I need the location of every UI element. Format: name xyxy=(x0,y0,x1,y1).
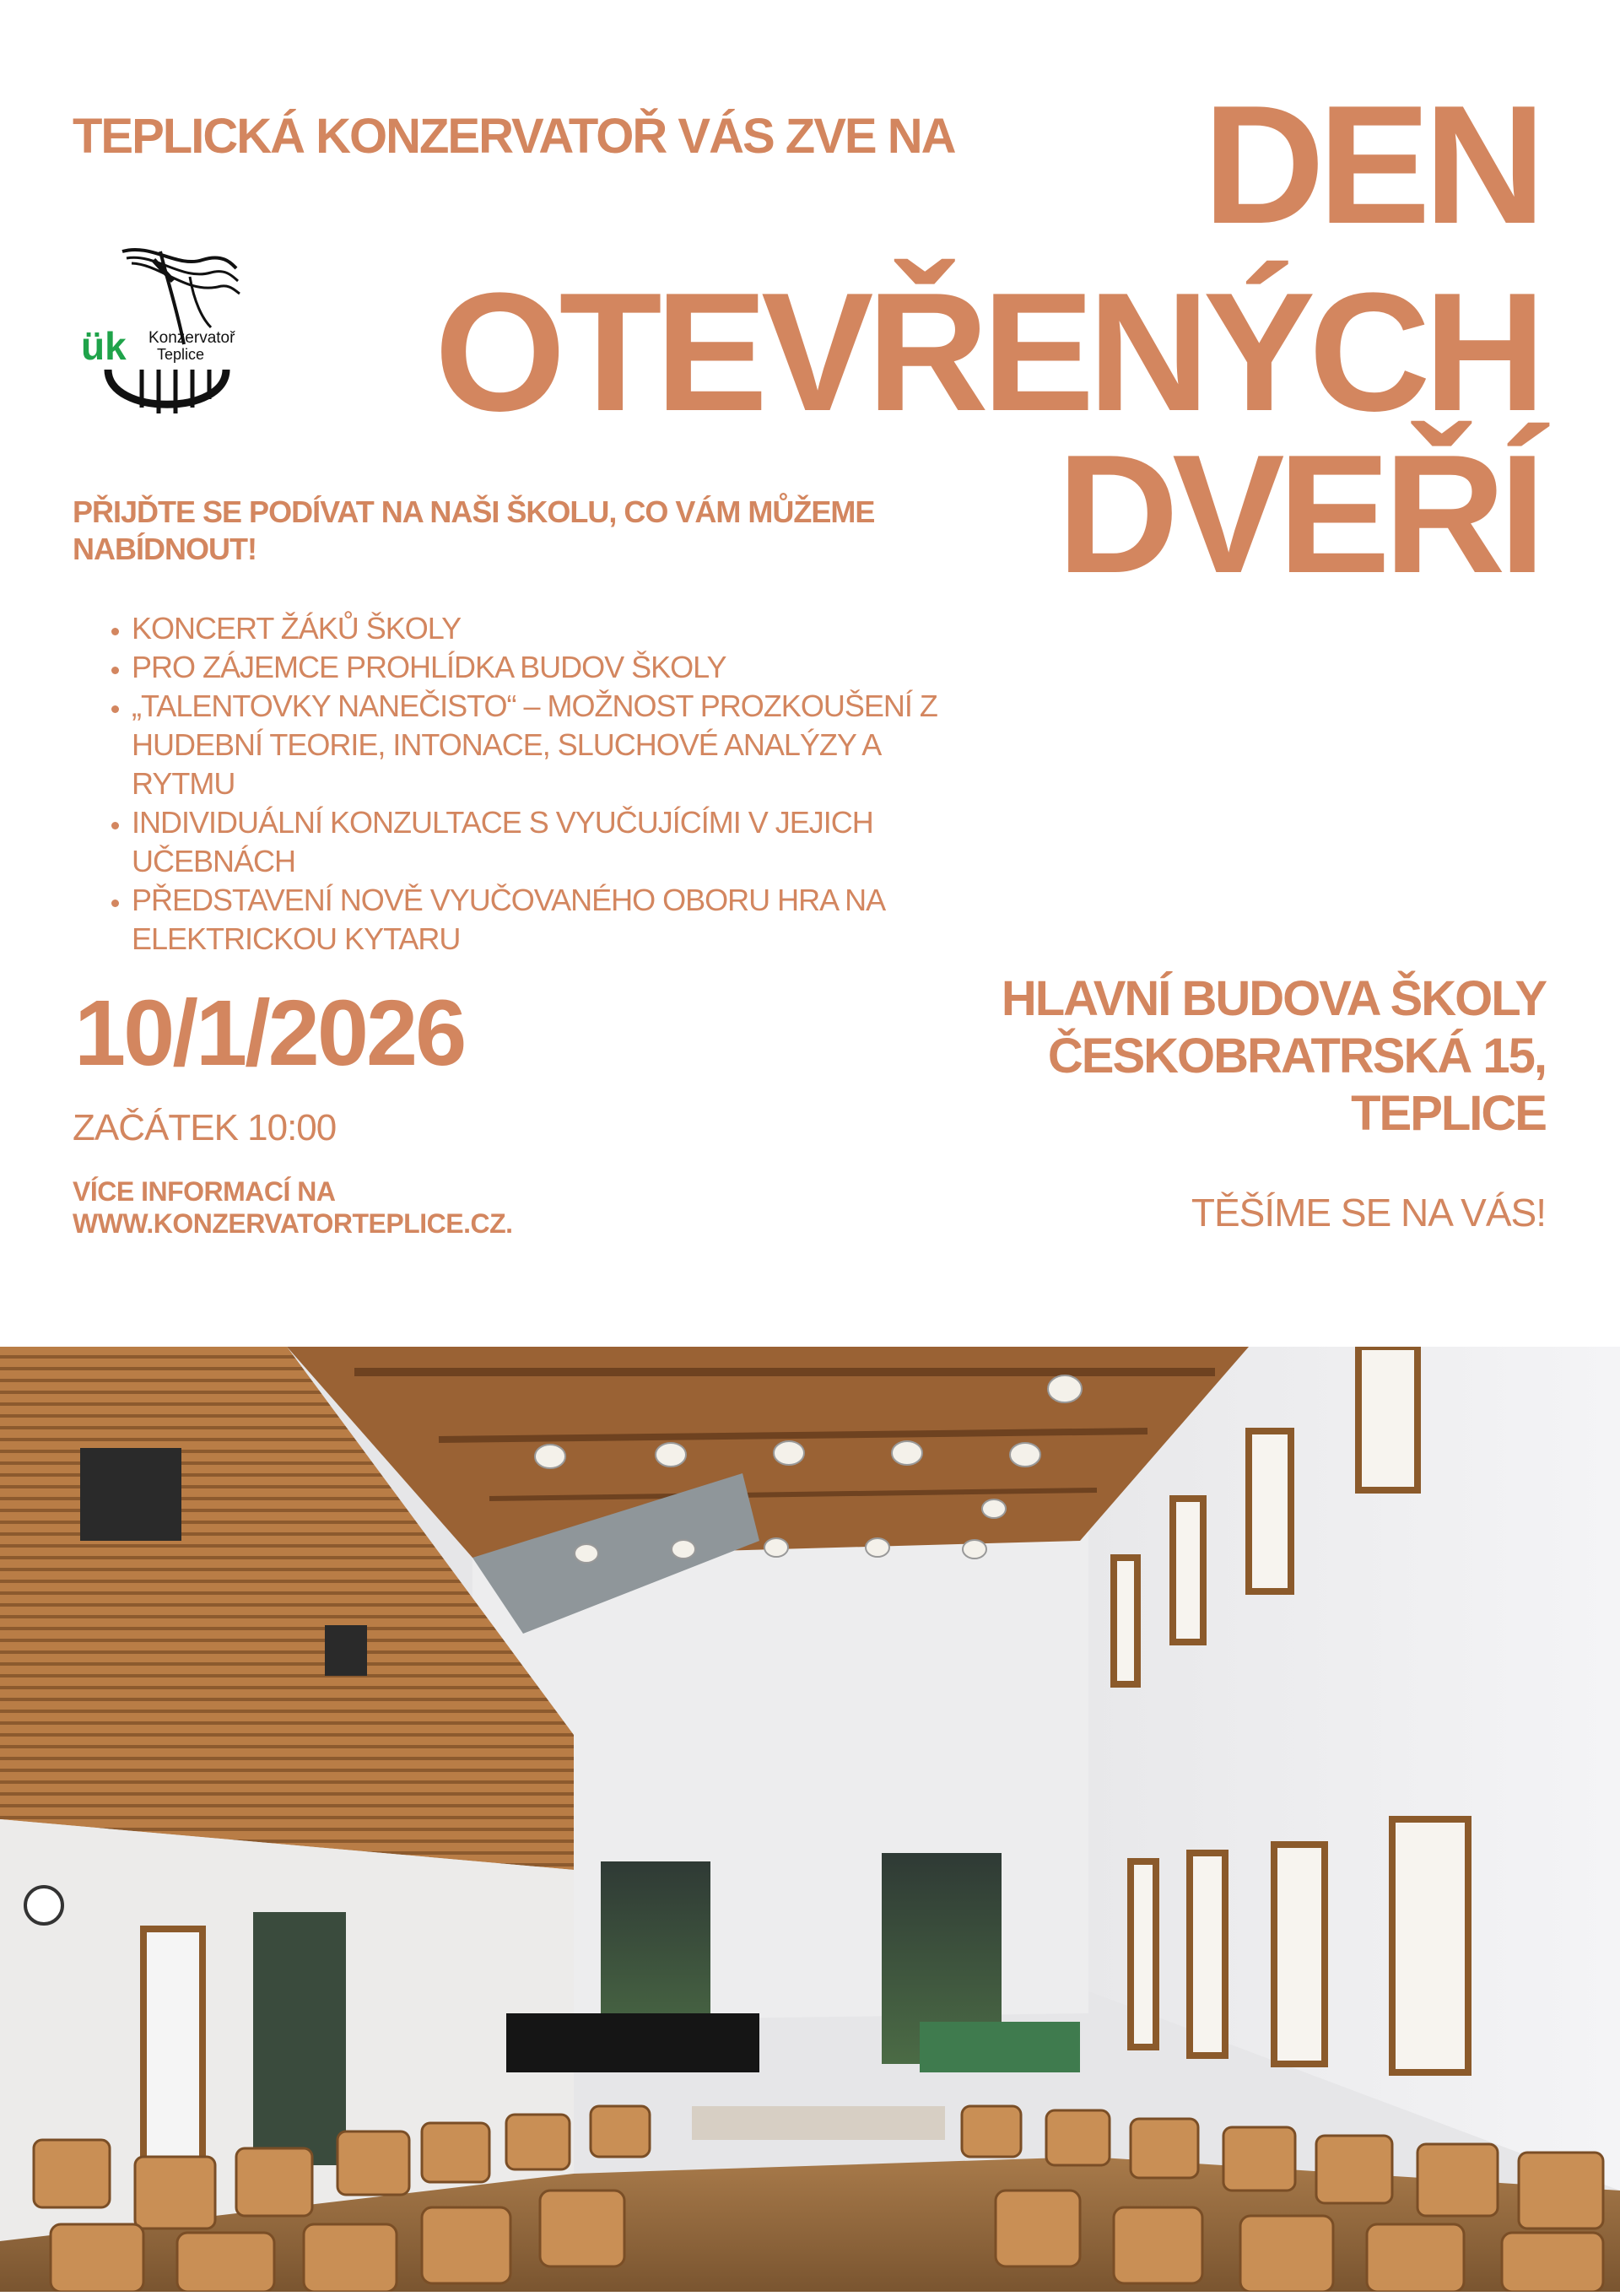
more-info xyxy=(73,1175,513,1240)
event-start-time: ZAČÁTEK 10:00 xyxy=(73,1107,337,1148)
feature-item: • „TALENTOVKY NANEČISTO“ – MOŽNOST PROZKOUŠENÍ Z HUDEBNÍ TEORIE, INTONACE, SLUCHOVÉ ANALÝZY A RYTMU xyxy=(132,687,975,803)
event-date: 10/1/2026 xyxy=(74,981,465,1085)
concert-hall-illustration xyxy=(0,1347,1620,2292)
greeting: TĚŠÍME SE NA VÁS! xyxy=(1191,1191,1546,1234)
feature-item: • KONCERT ŽÁKŮ ŠKOLY xyxy=(132,609,1043,648)
address-street: ČESKOBRATRSKÁ 15, xyxy=(1047,1029,1546,1083)
title-line-2: OTEVŘENÝCH xyxy=(434,258,1539,446)
address-city: TEPLICE xyxy=(1351,1086,1546,1141)
invitation-intro: TEPLICKÁ KONZERVATOŘ VÁS ZVE NA xyxy=(73,109,955,164)
feature-item: • PRO ZÁJEMCE PROHLÍDKA BUDOV ŠKOLY xyxy=(132,648,1043,687)
school-logo xyxy=(76,235,262,437)
more-info-label: VÍCE INFORMACÍ NA xyxy=(73,1176,336,1207)
logo-mark: ük xyxy=(81,324,127,368)
harp-logo-icon xyxy=(76,235,262,437)
feature-item: • INDIVIDUÁLNÍ KONZULTACE S VYUČUJÍCÍMI V JEJICH UČEBNÁCH xyxy=(132,803,975,881)
feature-item: • PŘEDSTAVENÍ NOVĚ VYUČOVANÉHO OBORU HRA NA ELEKTRICKOU KYTARU xyxy=(132,881,916,959)
address-building: HLAVNÍ BUDOVA ŠKOLY xyxy=(1001,971,1546,1026)
feature-list xyxy=(93,609,1043,959)
title-line-1: DEN xyxy=(1202,71,1539,259)
website-link[interactable]: WWW.KONZERVATORTEPLICE.CZ. xyxy=(73,1208,513,1239)
concert-hall-photo xyxy=(0,1347,1620,2292)
logo-name-line2: Teplice xyxy=(157,346,205,363)
logo-name-line1: Konzervatoř xyxy=(148,329,235,347)
title-line-3: DVEŘÍ xyxy=(1056,420,1539,608)
invitation-subtitle: PŘIJĎTE SE PODÍVAT NA NAŠI ŠKOLU, CO VÁM MŮŽEME NABÍDNOUT! xyxy=(73,494,875,566)
event-address xyxy=(1002,970,1546,1143)
